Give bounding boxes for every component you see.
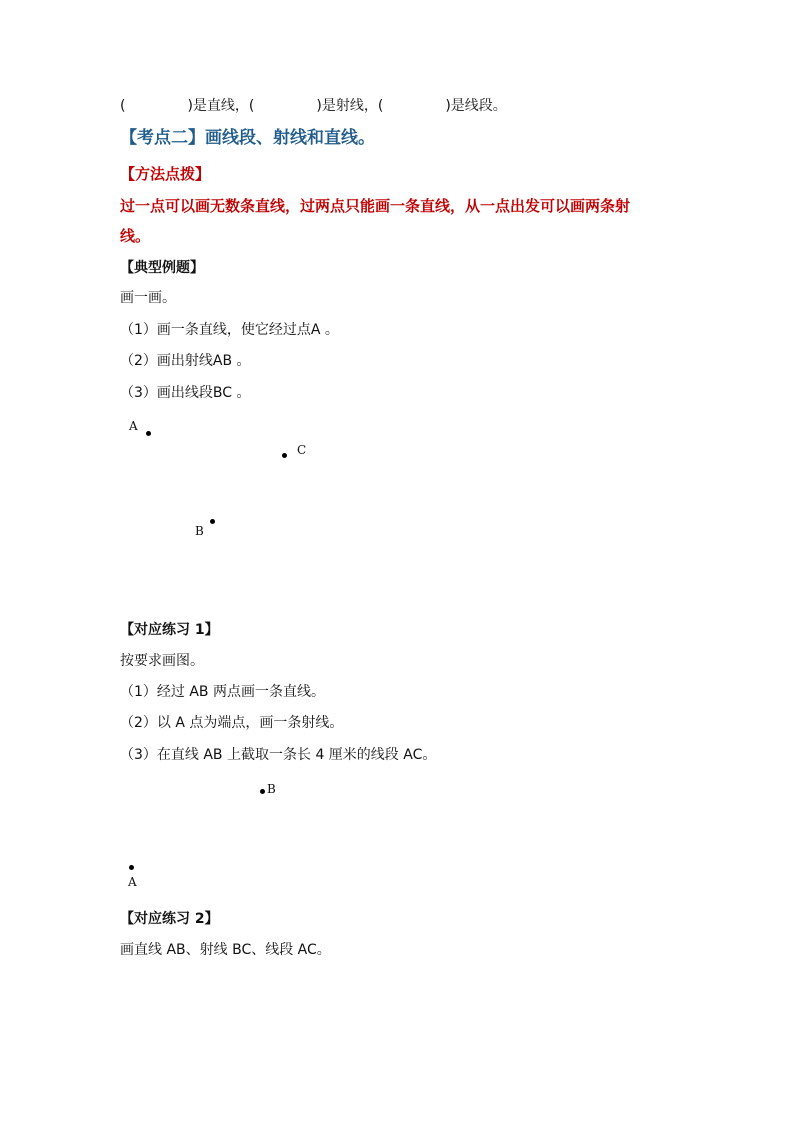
practice1-point-b-dot	[260, 789, 265, 794]
practice1-point-a-label: A	[128, 875, 137, 889]
practice1-point-b-label: B	[267, 782, 276, 796]
practice1-item-3: （3）在直线 AB 上截取一条长 4 厘米的线段 AC。	[120, 747, 437, 763]
fill-text-1: )是直线，(	[187, 98, 255, 114]
practice2-instruction: 画直线 AB、射线 BC、线段 AC。	[120, 942, 331, 958]
section-heading: 【考点二】画线段、射线和直线。	[120, 128, 375, 148]
practice1-instruction: 按要求画图。	[120, 653, 204, 669]
fill-text-3: )是线段。	[445, 98, 507, 114]
practice1-item-2: （2）以 A 点为端点，画一条射线。	[120, 715, 344, 731]
example-item-1: （1）画一条直线，使它经过点A 。	[120, 322, 339, 338]
point-a-dot	[146, 431, 151, 436]
fill-open: (	[120, 98, 126, 114]
practice2-title: 【对应练习 2】	[120, 911, 219, 927]
method-text-line-2: 线。	[120, 227, 151, 245]
point-c-label: C	[297, 443, 307, 457]
fill-in-line	[120, 96, 507, 116]
example-item-2: （2）画出射线AB 。	[120, 353, 251, 369]
practice1-point-a-dot	[129, 865, 134, 870]
point-c-dot	[282, 453, 287, 458]
method-title: 【方法点拨】	[120, 165, 211, 183]
point-a-label: A	[129, 419, 138, 433]
method-text-line-1: 过一点可以画无数条直线，过两点只能画一条直线，从一点出发可以画两条射	[120, 197, 631, 215]
point-b-label: B	[195, 524, 204, 538]
point-b-dot	[210, 519, 215, 524]
example-title: 【典型例题】	[120, 260, 204, 276]
example-item-3: （3）画出线段BC 。	[120, 385, 251, 401]
example-instruction: 画一画。	[120, 290, 176, 306]
practice1-title: 【对应练习 1】	[120, 622, 219, 638]
fill-text-2: )是射线，(	[316, 98, 384, 114]
practice1-item-1: （1）经过 AB 两点画一条直线。	[120, 684, 325, 700]
